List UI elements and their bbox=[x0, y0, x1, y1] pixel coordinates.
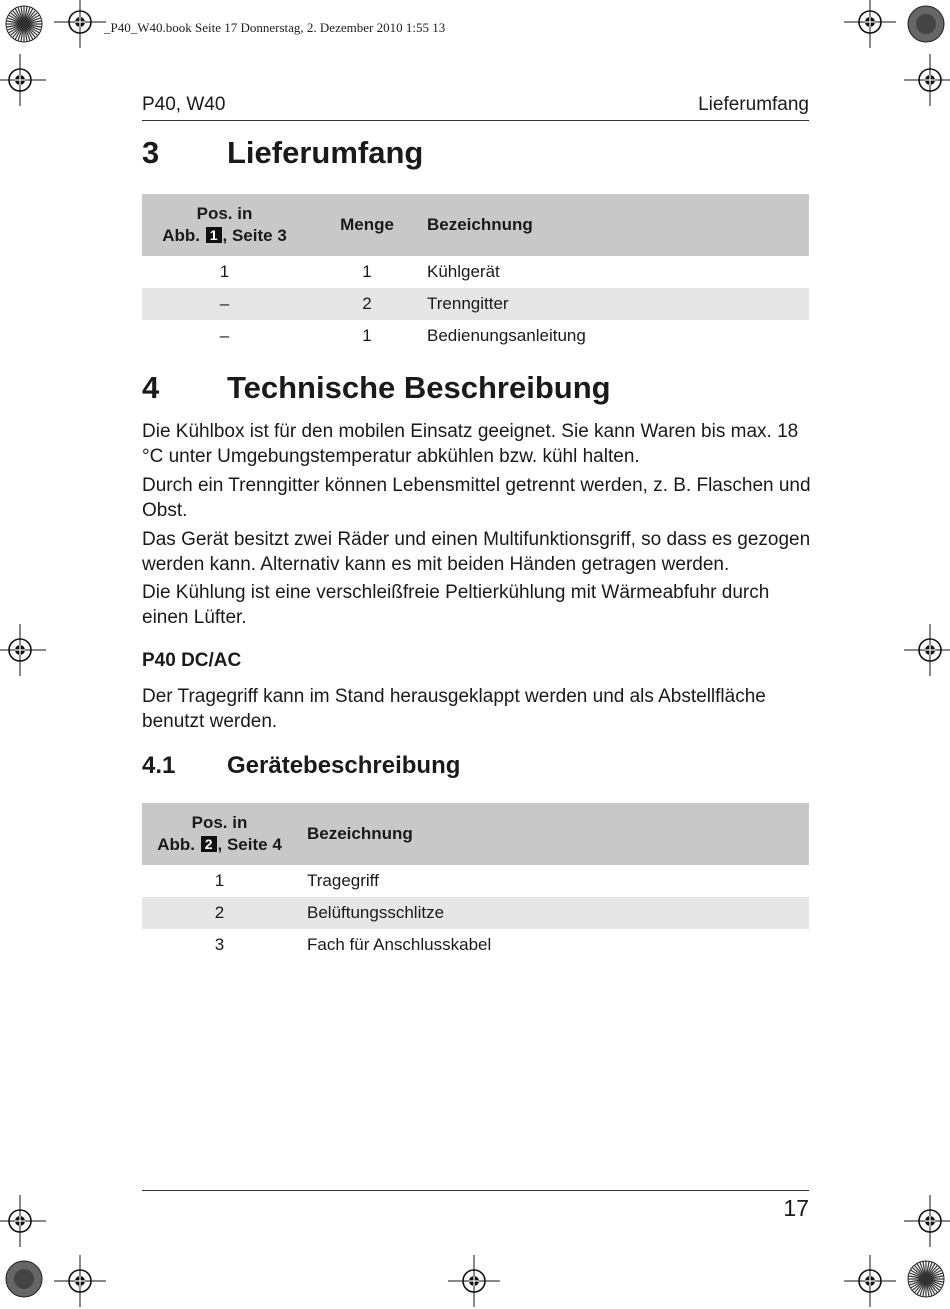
registration-mark-icon bbox=[52, 1253, 108, 1309]
starburst-mark-icon bbox=[4, 4, 44, 44]
body-paragraph: Der Tragegriff kann im Stand herausgeklappt werden und als Abstellfläche benutzt werden. bbox=[142, 686, 766, 732]
registration-mark-icon bbox=[902, 52, 950, 108]
registration-mark-icon bbox=[902, 622, 950, 678]
subsection-number: 4.1 bbox=[142, 752, 176, 779]
registration-mark-icon bbox=[842, 1253, 898, 1309]
table-row: 1 Tragegriff bbox=[214, 871, 379, 890]
starburst-mark-icon bbox=[4, 1259, 44, 1299]
column-header-position: Pos. in Abb. 1 , Seite 3 bbox=[142, 194, 307, 256]
subsection-heading bbox=[142, 752, 460, 780]
section-heading bbox=[142, 370, 611, 406]
registration-mark-icon bbox=[446, 1253, 502, 1309]
table-header-row bbox=[142, 194, 809, 256]
section-number: 4 bbox=[142, 370, 160, 405]
model-heading: P40 DC/AC bbox=[142, 650, 242, 671]
body-paragraph: Das Gerät besitzt zwei Räder und einen Multifunktionsgriff, so dass es gezogen werden kann. Alternativ kann es mit beiden Händen getragen werden. bbox=[142, 529, 811, 575]
table-row: 3 Fach für Anschlusskabel bbox=[214, 935, 492, 954]
figure-badge: 2 bbox=[201, 836, 217, 852]
table-row: – 2 Trenngitter bbox=[142, 288, 809, 320]
registration-mark-icon bbox=[0, 622, 48, 678]
column-header-description: Bezeichnung bbox=[297, 803, 809, 865]
footer-rule bbox=[142, 1190, 809, 1191]
body-paragraph: Die Kühlung ist eine verschleißfreie Peltierkühlung mit Wärmeabfuhr durch einen Lüfter. bbox=[142, 582, 770, 628]
table-row: – 1 Bedienungsanleitung bbox=[219, 326, 586, 345]
table-row: 1 1 Kühlgerät bbox=[219, 262, 500, 281]
registration-mark-icon bbox=[902, 1193, 950, 1249]
running-header bbox=[142, 94, 809, 121]
body-paragraph: Durch ein Trenngitter können Lebensmittel getrennt werden, z. B. Flaschen und Obst. bbox=[142, 475, 811, 521]
subsection-title: Gerätebeschreibung bbox=[227, 752, 461, 779]
section-heading bbox=[142, 135, 423, 171]
registration-mark-icon bbox=[0, 1193, 48, 1249]
column-header-description: Bezeichnung bbox=[427, 194, 809, 256]
page-number: 17 bbox=[783, 1195, 809, 1221]
starburst-mark-icon bbox=[906, 4, 946, 44]
table-header-row bbox=[142, 803, 809, 865]
print-slug: _P40_W40.book Seite 17 Donnerstag, 2. Dezember 2010 1:55 13 bbox=[104, 20, 446, 35]
column-header-position: Pos. in Abb. 2 , Seite 4 bbox=[142, 803, 297, 865]
registration-mark-icon bbox=[0, 52, 48, 108]
body-paragraph: Die Kühlbox ist für den mobilen Einsatz geeignet. Sie kann Waren bis max. 18 °C unter Umgebungstemperatur abkühlen bzw. kühl halten. bbox=[142, 421, 799, 467]
device-description-table bbox=[142, 803, 809, 961]
table-row: 2 Belüftungsschlitze bbox=[142, 897, 809, 929]
scope-of-delivery-table bbox=[142, 194, 809, 352]
section-number: 3 bbox=[142, 135, 160, 170]
column-header-quantity: Menge bbox=[307, 194, 427, 256]
header-model: P40, W40 bbox=[142, 94, 226, 115]
registration-mark-icon bbox=[52, 0, 108, 50]
figure-badge: 1 bbox=[206, 227, 222, 243]
section-title: Technische Beschreibung bbox=[227, 370, 611, 405]
section-title: Lieferumfang bbox=[227, 135, 424, 170]
starburst-mark-icon bbox=[906, 1259, 946, 1299]
header-chapter: Lieferumfang bbox=[698, 94, 809, 115]
registration-mark-icon bbox=[842, 0, 898, 50]
